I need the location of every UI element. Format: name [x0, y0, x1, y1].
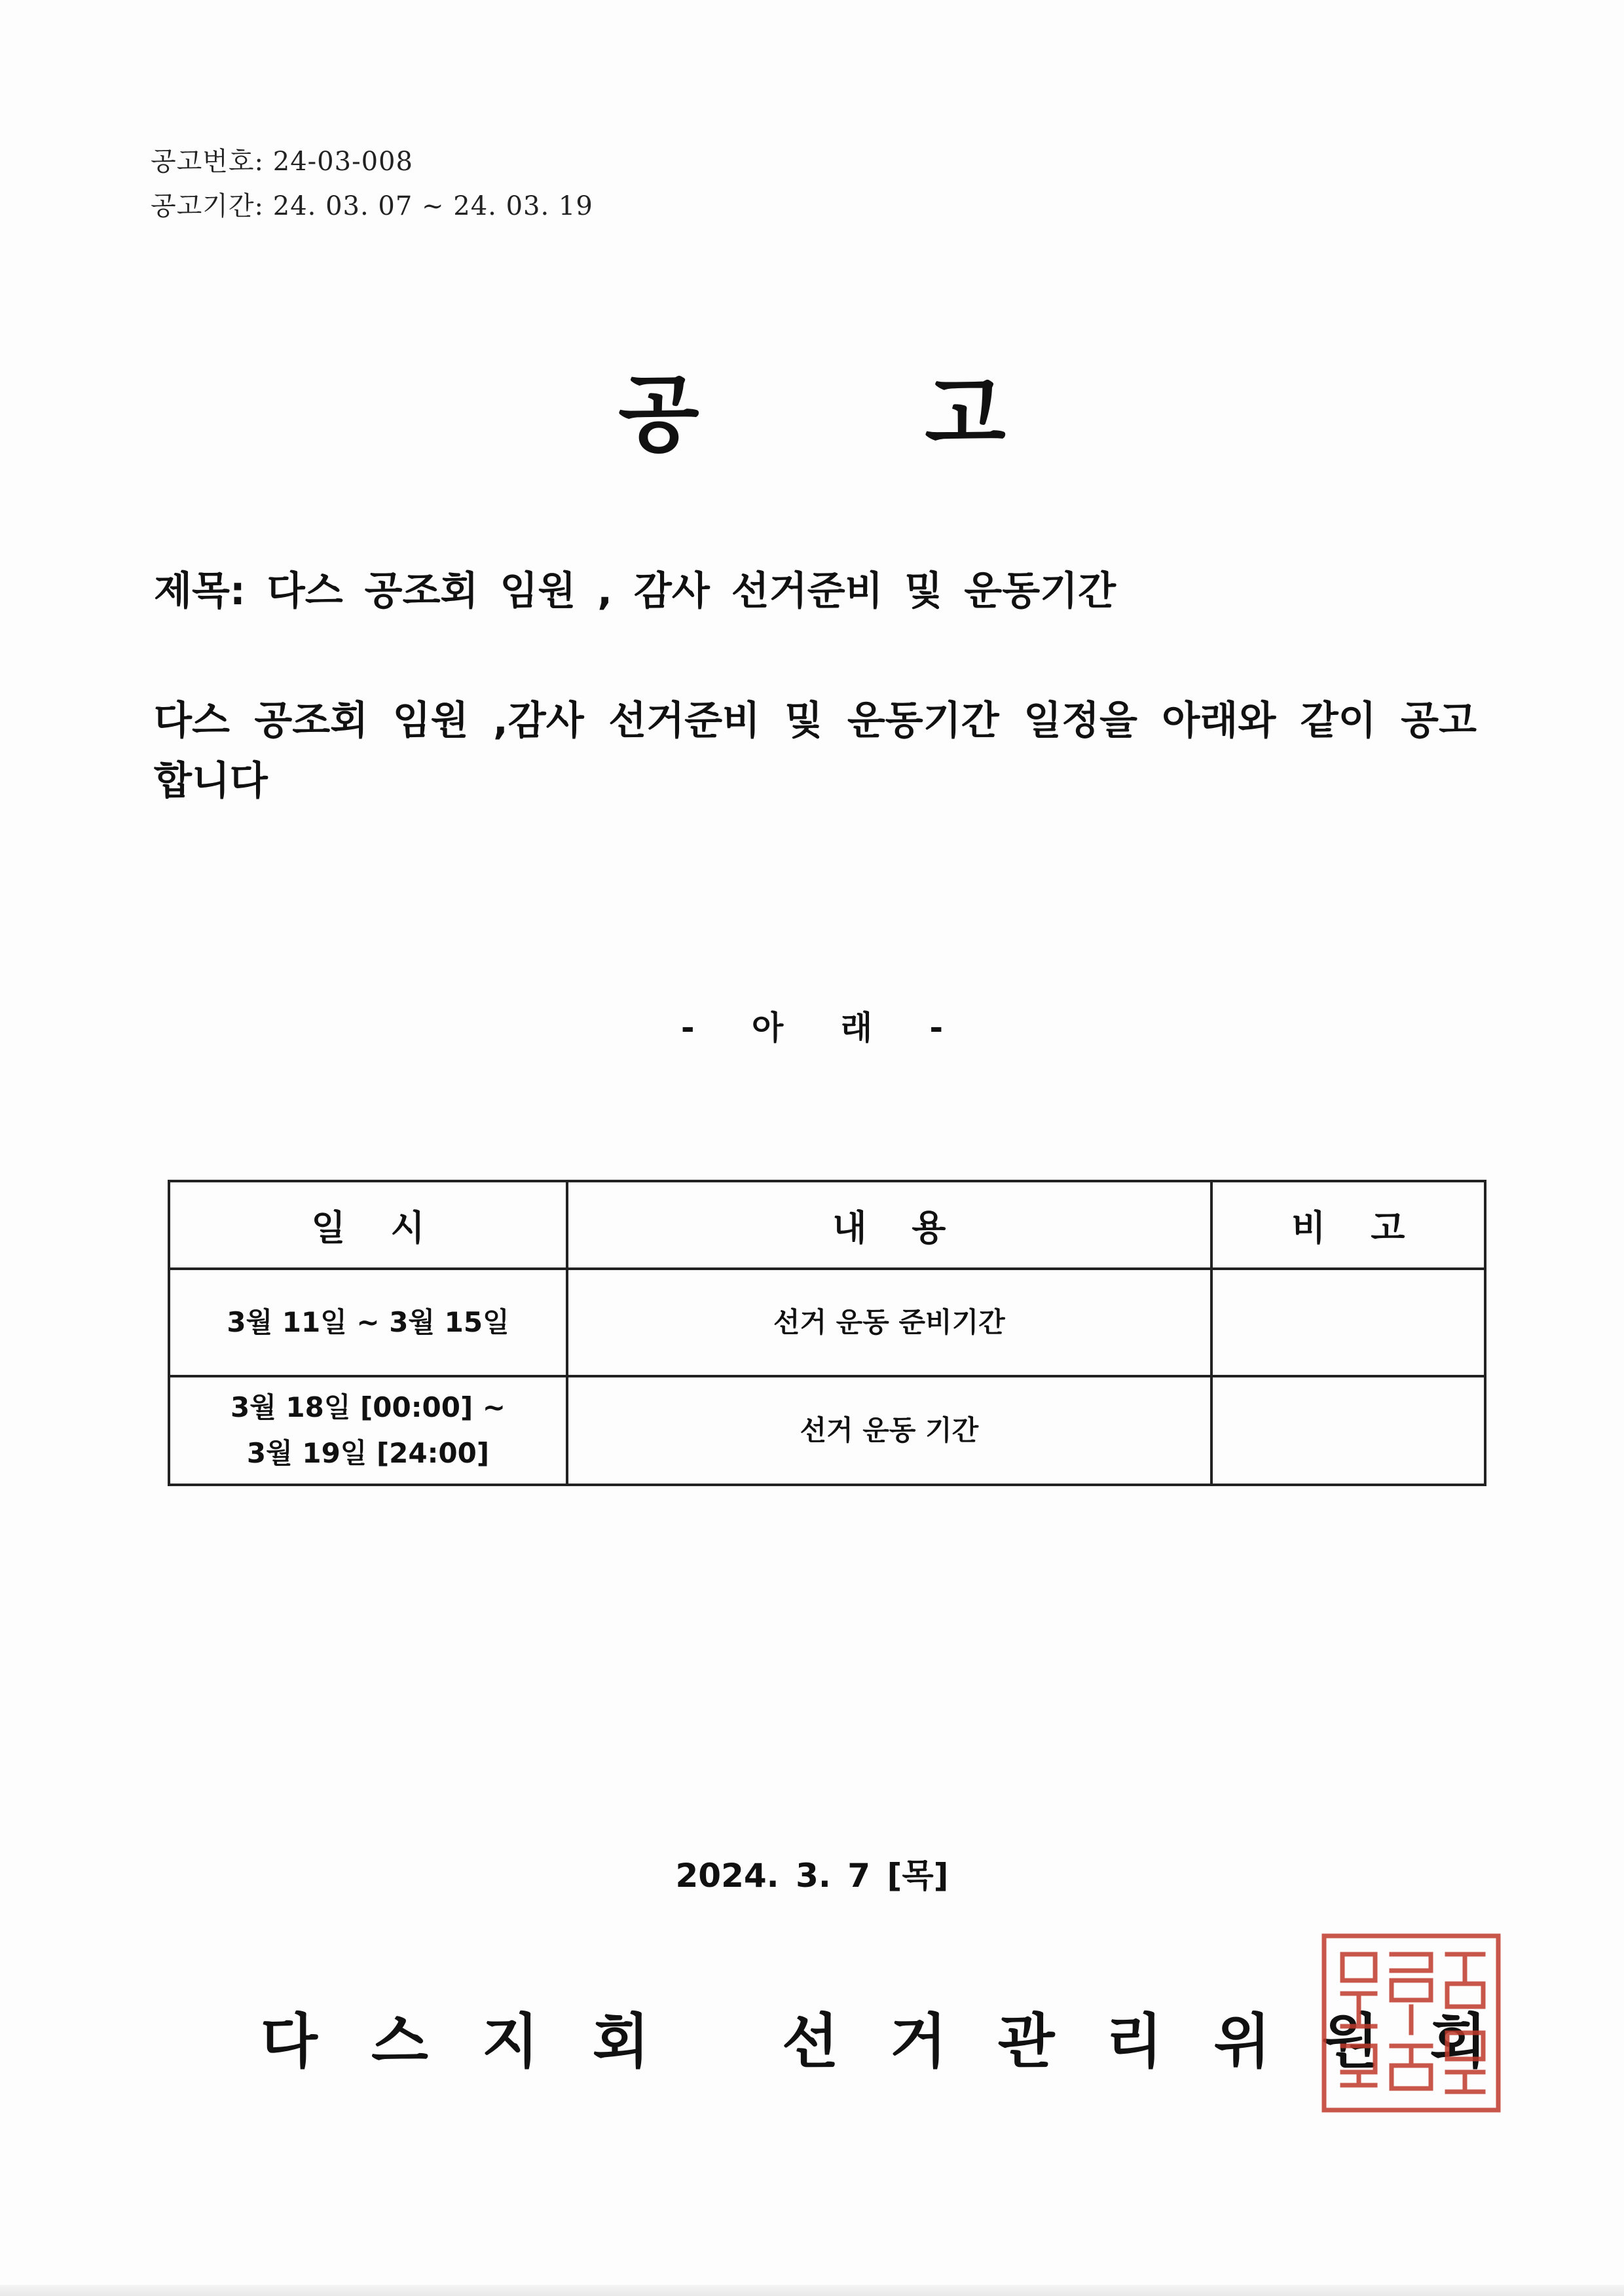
- seal-glyph: [1392, 2046, 1431, 2088]
- schedule-table: [168, 1180, 1486, 1486]
- cell-note: [1211, 1376, 1485, 1485]
- table-row: [169, 1269, 1485, 1376]
- official-seal-icon: [1316, 1928, 1506, 2118]
- table-row: [169, 1376, 1485, 1485]
- body-paragraph: 다스 공조회 임원 ,감사 선거준비 및 운동기간 일정을 아래와 같이 공고합니다: [154, 698, 1477, 804]
- cell-note: [1211, 1269, 1485, 1376]
- cell-date: [169, 1376, 567, 1485]
- cell-date: [169, 1269, 567, 1376]
- signature-line: [261, 1994, 1538, 2079]
- notice-number: 공고번호: 24-03-008: [151, 147, 413, 177]
- notice-period: 공고기간: 24. 03. 07 ~ 24. 03. 19: [151, 191, 593, 221]
- cell-date-line: 3월 11일 ~ 3월 15일: [227, 1306, 509, 1338]
- cell-content: 선거 운동 준비기간: [567, 1269, 1211, 1376]
- seal-glyph: [1342, 1954, 1375, 2026]
- header-note: 비 고: [1211, 1181, 1485, 1269]
- issue-date: 2024. 3. 7 [목]: [675, 1857, 949, 1895]
- signature-branch: 다스지회: [261, 2007, 703, 2076]
- scan-edge: [0, 2285, 1624, 2296]
- subject-line: 제목: 다스 공조회 임원 , 감사 선거준비 및 운동기간: [154, 568, 1116, 614]
- seal-glyph: [1342, 2046, 1375, 2085]
- header-date: 일 시: [169, 1181, 567, 1269]
- section-marker: - 아 래 -: [680, 1009, 944, 1047]
- seal-glyph: [1447, 2033, 1483, 2092]
- cell-content: 선거 운동 기간: [567, 1376, 1211, 1485]
- schedule-header-row: [169, 1181, 1485, 1269]
- signature-committee: 선거관리위원회: [781, 2007, 1538, 2076]
- seal-glyph: [1447, 1954, 1483, 2007]
- cell-date-line: 3월 19일 [24:00]: [246, 1437, 490, 1469]
- header-content: 내 용: [567, 1181, 1211, 1269]
- cell-date-line: 3월 18일 [00:00] ~: [231, 1391, 506, 1423]
- document-title: 공 고: [618, 366, 1104, 464]
- seal-strokes: [1324, 1936, 1498, 2110]
- seal-glyph: [1392, 1954, 1431, 2033]
